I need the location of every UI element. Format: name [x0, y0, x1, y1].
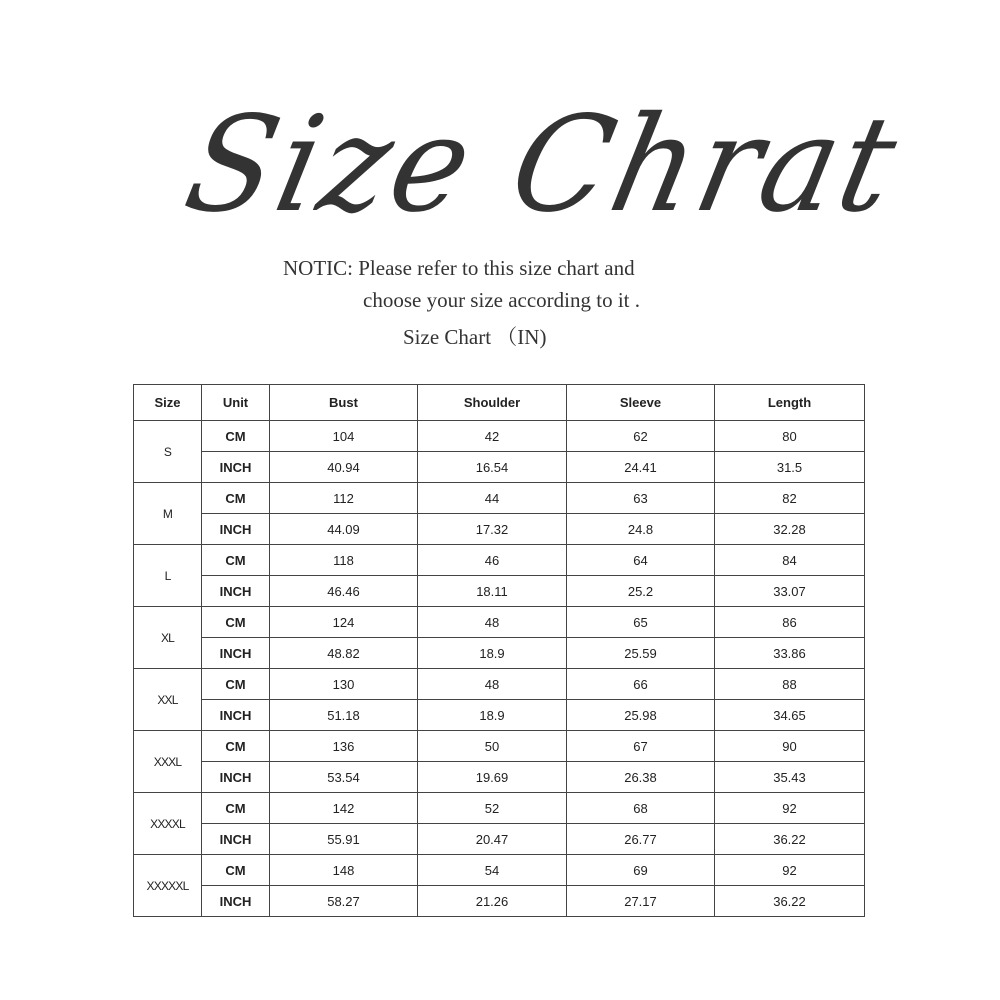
table-row — [134, 824, 865, 855]
sleeve-cell: 68 — [567, 793, 715, 824]
table-row — [134, 700, 865, 731]
length-cell: 36.22 — [715, 824, 865, 855]
table-row — [134, 483, 865, 514]
shoulder-cell: 54 — [418, 855, 567, 886]
unit-cell: INCH — [202, 576, 270, 607]
column-header-bust: Bust — [270, 385, 418, 421]
bust-cell: 40.94 — [270, 452, 418, 483]
shoulder-cell: 17.32 — [418, 514, 567, 545]
bust-cell: 148 — [270, 855, 418, 886]
size-table — [133, 384, 865, 917]
unit-cell: INCH — [202, 886, 270, 917]
bust-cell: 130 — [270, 669, 418, 700]
column-header-shoulder: Shoulder — [418, 385, 567, 421]
column-header-sleeve: Sleeve — [567, 385, 715, 421]
length-cell: 82 — [715, 483, 865, 514]
bust-cell: 136 — [270, 731, 418, 762]
sleeve-cell: 67 — [567, 731, 715, 762]
sleeve-cell: 24.8 — [567, 514, 715, 545]
shoulder-cell: 16.54 — [418, 452, 567, 483]
sleeve-cell: 26.77 — [567, 824, 715, 855]
unit-cell: CM — [202, 607, 270, 638]
length-cell: 84 — [715, 545, 865, 576]
table-row — [134, 576, 865, 607]
table-header-row — [134, 385, 865, 421]
length-cell: 90 — [715, 731, 865, 762]
bust-cell: 48.82 — [270, 638, 418, 669]
size-cell: XL — [134, 607, 202, 669]
sleeve-cell: 65 — [567, 607, 715, 638]
shoulder-cell: 52 — [418, 793, 567, 824]
column-header-unit: Unit — [202, 385, 270, 421]
unit-cell: CM — [202, 421, 270, 452]
sleeve-cell: 63 — [567, 483, 715, 514]
length-cell: 36.22 — [715, 886, 865, 917]
bust-cell: 53.54 — [270, 762, 418, 793]
bust-cell: 51.18 — [270, 700, 418, 731]
bust-cell: 104 — [270, 421, 418, 452]
length-cell: 92 — [715, 793, 865, 824]
table-row — [134, 545, 865, 576]
length-cell: 80 — [715, 421, 865, 452]
shoulder-cell: 18.9 — [418, 638, 567, 669]
shoulder-cell: 50 — [418, 731, 567, 762]
unit-cell: INCH — [202, 452, 270, 483]
notice-line-3: Size Chart （IN) — [403, 325, 547, 349]
sleeve-cell: 24.41 — [567, 452, 715, 483]
shoulder-cell: 20.47 — [418, 824, 567, 855]
unit-cell: INCH — [202, 762, 270, 793]
unit-cell: INCH — [202, 638, 270, 669]
unit-cell: CM — [202, 731, 270, 762]
table-row — [134, 421, 865, 452]
sleeve-cell: 66 — [567, 669, 715, 700]
sleeve-cell: 62 — [567, 421, 715, 452]
page-title: Size Chrat — [173, 88, 913, 242]
bust-cell: 124 — [270, 607, 418, 638]
sleeve-cell: 69 — [567, 855, 715, 886]
length-cell: 33.86 — [715, 638, 865, 669]
table-body — [134, 421, 865, 917]
size-cell: L — [134, 545, 202, 607]
bust-cell: 142 — [270, 793, 418, 824]
unit-cell: CM — [202, 483, 270, 514]
notice-line-2: choose your size according to it . — [363, 288, 640, 312]
bust-cell: 118 — [270, 545, 418, 576]
shoulder-cell: 48 — [418, 607, 567, 638]
shoulder-cell: 42 — [418, 421, 567, 452]
length-cell: 86 — [715, 607, 865, 638]
size-cell: XXXL — [134, 731, 202, 793]
length-cell: 34.65 — [715, 700, 865, 731]
length-cell: 33.07 — [715, 576, 865, 607]
bust-cell: 112 — [270, 483, 418, 514]
table-row — [134, 638, 865, 669]
sleeve-cell: 25.59 — [567, 638, 715, 669]
bust-cell: 46.46 — [270, 576, 418, 607]
length-cell: 92 — [715, 855, 865, 886]
table-row — [134, 886, 865, 917]
length-cell: 88 — [715, 669, 865, 700]
column-header-size: Size — [134, 385, 202, 421]
table-row — [134, 607, 865, 638]
shoulder-cell: 46 — [418, 545, 567, 576]
bust-cell: 55.91 — [270, 824, 418, 855]
table-row — [134, 731, 865, 762]
unit-cell: CM — [202, 669, 270, 700]
bust-cell: 58.27 — [270, 886, 418, 917]
table-row — [134, 793, 865, 824]
shoulder-cell: 21.26 — [418, 886, 567, 917]
length-cell: 35.43 — [715, 762, 865, 793]
bust-cell: 44.09 — [270, 514, 418, 545]
size-cell: M — [134, 483, 202, 545]
size-cell: XXXXXL — [134, 855, 202, 917]
sleeve-cell: 25.98 — [567, 700, 715, 731]
table-row — [134, 855, 865, 886]
shoulder-cell: 18.9 — [418, 700, 567, 731]
unit-cell: INCH — [202, 824, 270, 855]
sleeve-cell: 27.17 — [567, 886, 715, 917]
unit-cell: CM — [202, 855, 270, 886]
unit-cell: INCH — [202, 514, 270, 545]
length-cell: 32.28 — [715, 514, 865, 545]
size-cell: XXL — [134, 669, 202, 731]
unit-cell: CM — [202, 545, 270, 576]
unit-cell: CM — [202, 793, 270, 824]
shoulder-cell: 18.11 — [418, 576, 567, 607]
sleeve-cell: 64 — [567, 545, 715, 576]
size-cell: XXXXL — [134, 793, 202, 855]
table-row — [134, 452, 865, 483]
column-header-length: Length — [715, 385, 865, 421]
sleeve-cell: 26.38 — [567, 762, 715, 793]
notice-line-1: NOTIC: Please refer to this size chart and — [283, 256, 635, 280]
unit-cell: INCH — [202, 700, 270, 731]
length-cell: 31.5 — [715, 452, 865, 483]
size-cell: S — [134, 421, 202, 483]
sleeve-cell: 25.2 — [567, 576, 715, 607]
shoulder-cell: 44 — [418, 483, 567, 514]
shoulder-cell: 48 — [418, 669, 567, 700]
table-row — [134, 514, 865, 545]
shoulder-cell: 19.69 — [418, 762, 567, 793]
table-row — [134, 762, 865, 793]
table-row — [134, 669, 865, 700]
